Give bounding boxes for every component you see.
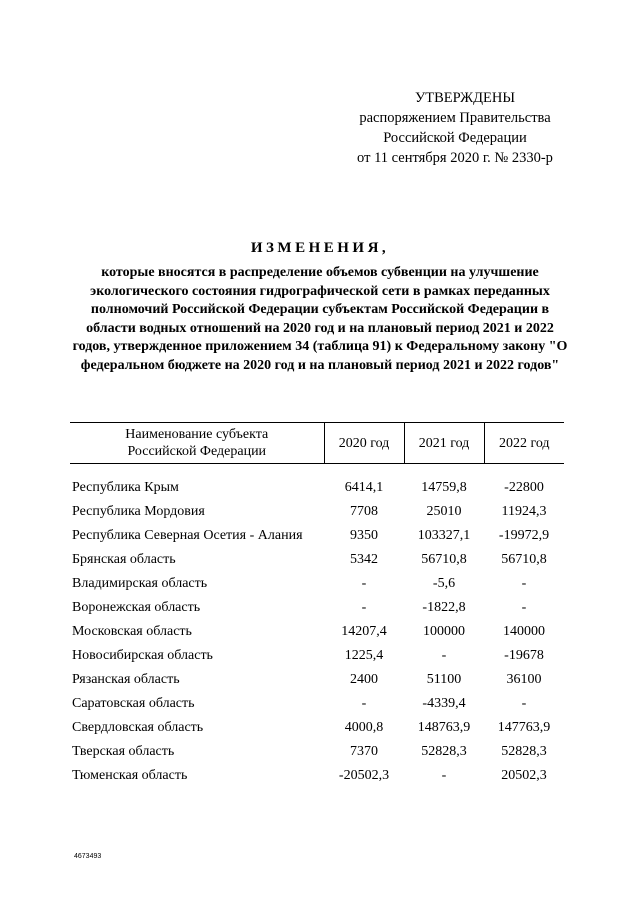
value-2022-cell: 52828,3 (501, 744, 547, 759)
header-2020: 2020 год (324, 423, 404, 464)
value-2022-cell: -22800 (504, 480, 544, 495)
subject-name-cell: Владимирская область (72, 576, 208, 591)
value-2020-cell: 14207,4 (341, 624, 387, 639)
table-row (70, 764, 564, 788)
document-code: 4673493 (74, 853, 102, 860)
value-2022-cell: - (521, 696, 527, 711)
value-2022-cell: - (521, 600, 527, 615)
subject-name-cell: Саратовская область (72, 696, 195, 711)
value-2021-cell: 103327,1 (417, 528, 471, 543)
table-row (70, 668, 564, 692)
value-2020-cell: 6414,1 (344, 480, 384, 495)
value-2021-cell: 100000 (423, 624, 465, 639)
value-2020-cell: 2400 (350, 672, 378, 687)
table-row (70, 644, 564, 668)
value-2021-cell: -5,6 (432, 576, 456, 591)
value-2020-cell: - (361, 600, 367, 615)
value-2020-cell: 1225,4 (344, 648, 384, 663)
value-2022-cell: 11924,3 (501, 504, 547, 519)
subject-name-cell: Воронежская область (72, 600, 201, 615)
value-2021-cell: 51100 (426, 672, 462, 687)
subject-name-cell: Тюменская область (72, 768, 188, 783)
value-2020-cell: 7708 (350, 504, 378, 519)
table-row (70, 500, 564, 524)
value-2020-cell: - (361, 696, 367, 711)
subject-name-cell: Рязанская область (72, 672, 180, 687)
subject-name-cell: Республика Северная Осетия - Алания (72, 528, 303, 543)
table-row (70, 620, 564, 644)
value-2022-cell: - (521, 576, 527, 591)
header-2021: 2021 год (404, 423, 484, 464)
subject-name-cell: Московская область (72, 624, 192, 639)
approval-line-1: распоряжением Правительства (359, 110, 551, 126)
value-2022-cell: 20502,3 (501, 768, 547, 783)
value-2021-cell: - (441, 768, 447, 783)
table-row (70, 716, 564, 740)
value-2022-cell: -19678 (504, 648, 544, 663)
subvention-table (70, 422, 564, 788)
table-row (70, 740, 564, 764)
value-2022-cell: 140000 (503, 624, 545, 639)
value-2022-cell: -19972,9 (498, 528, 550, 543)
table-row (70, 596, 564, 620)
value-2021-cell: -1822,8 (422, 600, 466, 615)
approval-block (330, 88, 580, 168)
approval-line-3: от 11 сентября 2020 г. № 2330-р (357, 150, 553, 166)
table-row (70, 476, 564, 500)
value-2020-cell: -20502,3 (338, 768, 390, 783)
document-title: ИЗМЕНЕНИЯ, (250, 240, 390, 256)
subject-name-cell: Республика Мордовия (72, 504, 205, 519)
document-description: которые вносятся в распределение объемов субвенции на улучшение экологического состояния гидрографической сети в рамках переданных полномочий Российской Федерации субъектам Российской Федерации в области водных отношений на 2020 год и на плановый период 2021 и 2022 годов, утвержденное приложением 34 (таблица 91) к Федеральному закону "О федеральном бюджете на 2020 год и на плановый период 2021 и 2022 годов" (72, 265, 568, 373)
value-2020-cell: 7370 (350, 744, 378, 759)
header-subject-name-line2: Российской Федерации (127, 444, 267, 459)
value-2021-cell: 148763,9 (417, 720, 471, 735)
table-row (70, 548, 564, 572)
header-subject-name (70, 423, 324, 464)
value-2022-cell: 36100 (506, 672, 542, 687)
value-2020-cell: 4000,8 (344, 720, 384, 735)
subject-name-cell: Тверская область (72, 744, 175, 759)
value-2021-cell: 14759,8 (421, 480, 467, 495)
value-2022-cell: 147763,9 (497, 720, 551, 735)
approval-heading: УТВЕРЖДЕНЫ (414, 90, 516, 106)
subject-name-cell: Республика Крым (72, 480, 179, 495)
value-2021-cell: 25010 (426, 504, 462, 519)
header-2022: 2022 год (484, 423, 564, 464)
subject-name-cell: Новосибирская область (72, 648, 213, 663)
value-2020-cell: 9350 (350, 528, 378, 543)
value-2020-cell: - (361, 576, 367, 591)
value-2021-cell: - (441, 648, 447, 663)
header-subject-name-line1: Наименование субъекта (125, 427, 269, 442)
table-row (70, 524, 564, 548)
value-2021-cell: 56710,8 (421, 552, 467, 567)
value-2021-cell: -4339,4 (422, 696, 466, 711)
subject-name-cell: Брянская область (72, 552, 176, 567)
table-header-row (70, 423, 564, 464)
table-row (70, 692, 564, 716)
approval-line-2: Российской Федерации (383, 130, 527, 146)
value-2020-cell: 5342 (350, 552, 378, 567)
subject-name-cell: Свердловская область (72, 720, 204, 735)
value-2022-cell: 56710,8 (501, 552, 547, 567)
value-2021-cell: 52828,3 (421, 744, 467, 759)
table-row (70, 572, 564, 596)
